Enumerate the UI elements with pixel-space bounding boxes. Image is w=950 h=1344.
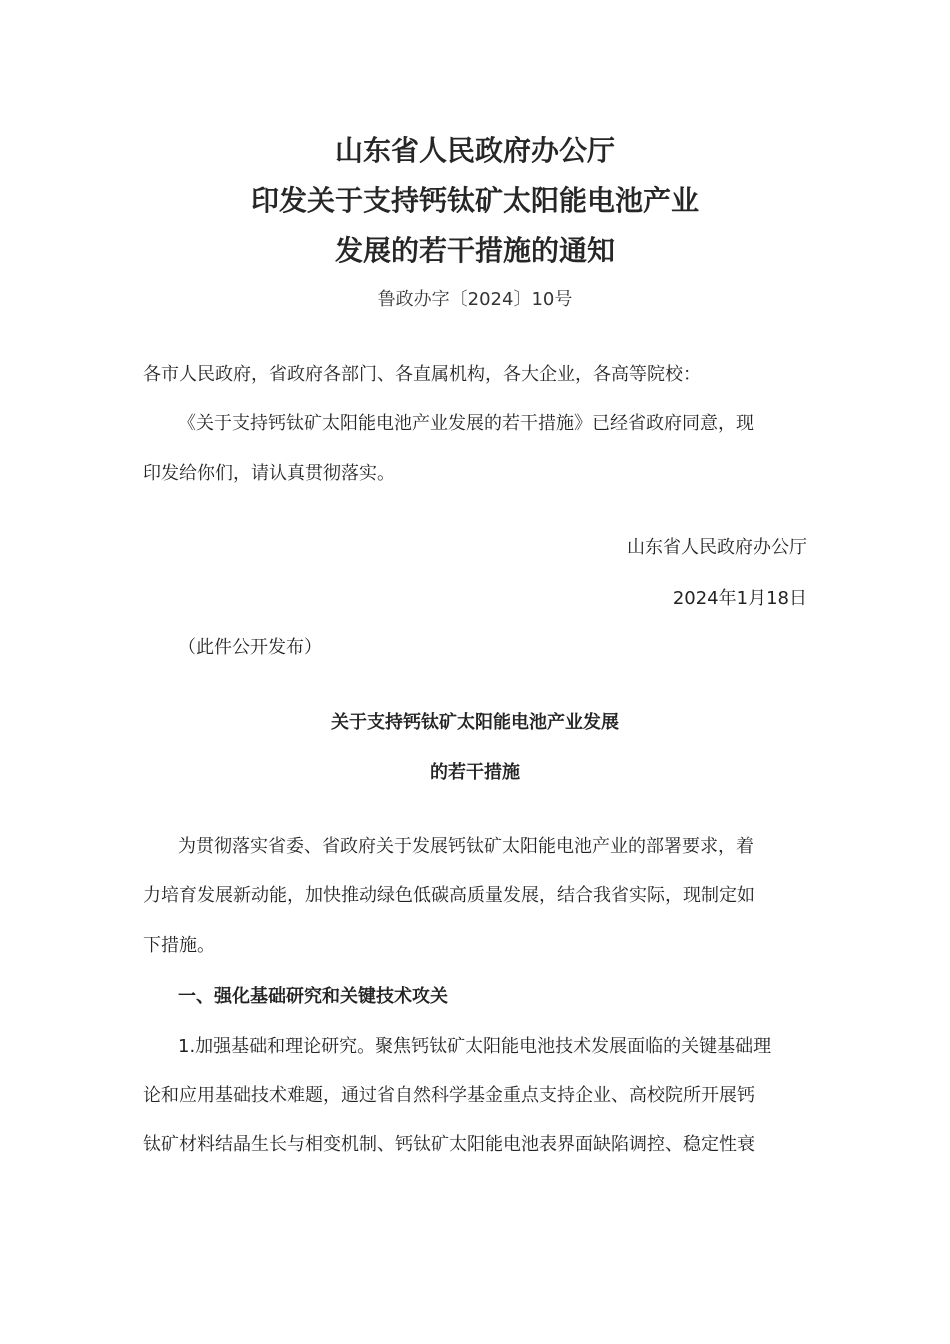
notice-title-line-3: 发展的若干措施的通知 bbox=[334, 234, 615, 267]
notice-title-line-1: 山东省人民政府办公厅 bbox=[334, 134, 615, 167]
issue-date: 2024年1月18日 bbox=[672, 588, 807, 609]
notice-title-line-2: 印发关于支持钙钛矿太阳能电池产业 bbox=[250, 184, 699, 217]
measures-title-line-1: 关于支持钙钛矿太阳能电池产业发展 bbox=[331, 712, 619, 733]
intro-line-2: 力培育发展新动能，加快推动绿色低碳高质量发展，结合我省实际，现制定如 bbox=[143, 885, 755, 906]
section-1-heading: 一、强化基础研究和关键技术攻关 bbox=[178, 986, 448, 1007]
signature: 山东省人民政府办公厅 bbox=[627, 537, 807, 558]
recipients: 各市人民政府，省政府各部门、各直属机构，各大企业，各高等院校： bbox=[143, 364, 701, 385]
measures-title-line-2: 的若干措施 bbox=[430, 762, 520, 783]
release-note: （此件公开发布） bbox=[178, 637, 322, 658]
document-number: 鲁政办字〔2024〕10号 bbox=[377, 289, 573, 310]
item-1-line-2: 论和应用基础技术难题，通过省自然科学基金重点支持企业、高校院所开展钙 bbox=[143, 1085, 755, 1106]
notice-body-line-2: 印发给你们，请认真贯彻落实。 bbox=[143, 463, 395, 484]
intro-line-1: 为贯彻落实省委、省政府关于发展钙钛矿太阳能电池产业的部署要求，着 bbox=[178, 836, 754, 857]
notice-body-line-1: 《关于支持钙钛矿太阳能电池产业发展的若干措施》已经省政府同意，现 bbox=[178, 413, 754, 434]
item-1-line-1: 1.加强基础和理论研究。聚焦钙钛矿太阳能电池技术发展面临的关键基础理 bbox=[178, 1036, 772, 1057]
item-1-line-3: 钛矿材料结晶生长与相变机制、钙钛矿太阳能电池表界面缺陷调控、稳定性衰 bbox=[143, 1134, 755, 1155]
intro-line-3: 下措施。 bbox=[143, 935, 215, 956]
